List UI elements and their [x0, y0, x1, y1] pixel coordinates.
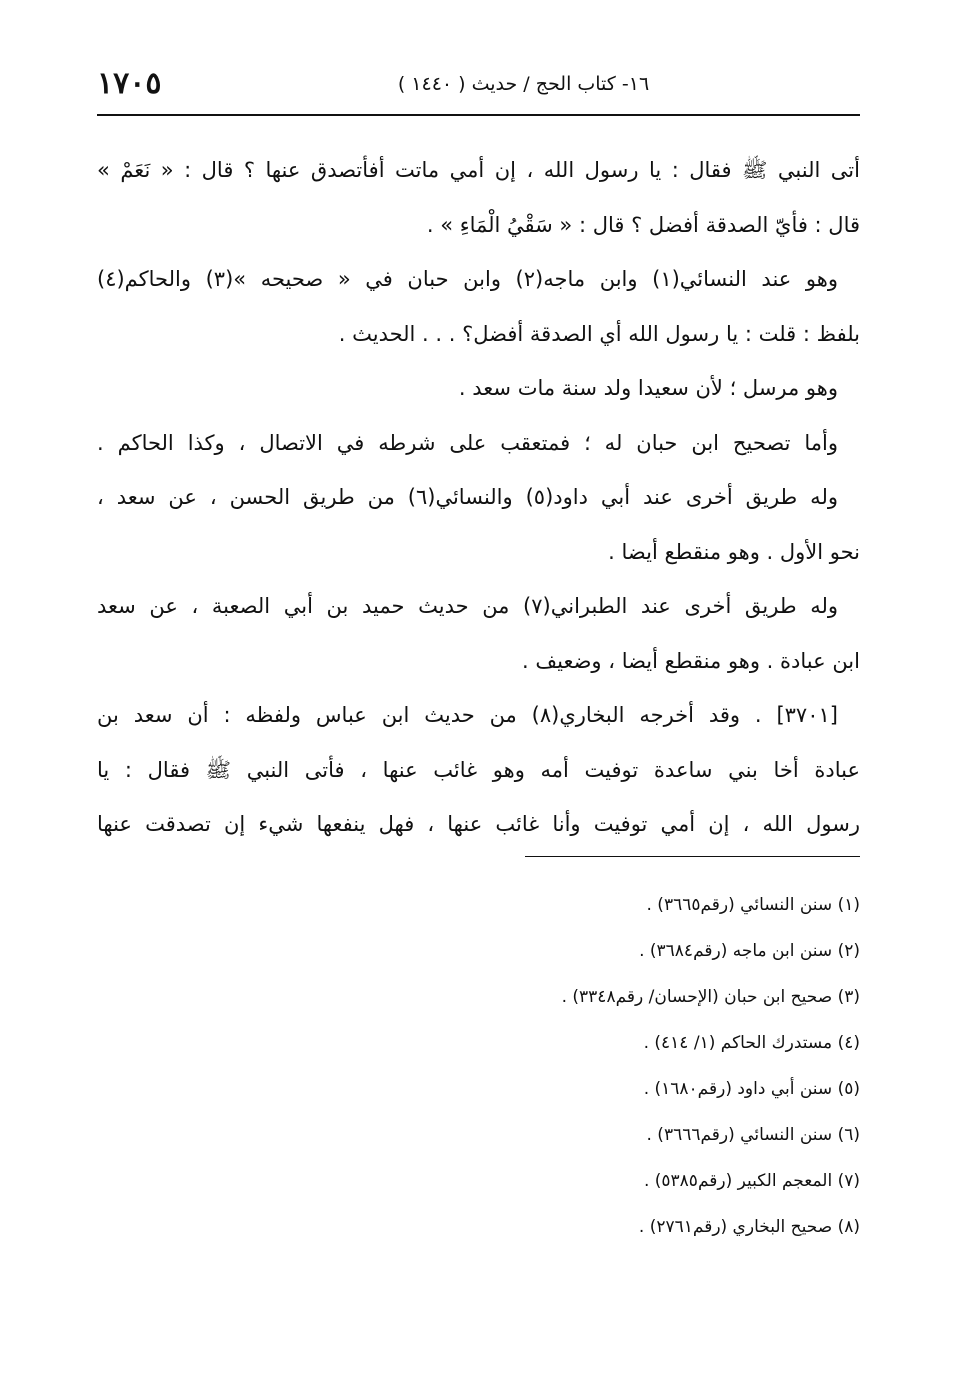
- text-line: وله طريق أخرى عند أبي داود(٥) والنسائي(٦) من طريق الحسن ، عن سعد ،: [97, 485, 838, 509]
- page-number: ١٧٠٥: [97, 66, 162, 101]
- footnote-item: (٢) سنن ابن ماجه (رقم٣٦٨٤) .: [639, 941, 860, 961]
- footnote-item: (٧) المعجم الكبير (رقم٥٣٨٥) .: [643, 1171, 860, 1191]
- footnote-item: (١) سنن النسائي (رقم٣٦٦٥) .: [646, 895, 860, 915]
- text-line: أتى النبي ﷺ فقال : يا رسول الله ، إن أمي ماتت أفأتصدق عنها ؟ قال : « نَعَمْ »: [97, 158, 860, 182]
- text-line: نحو الأول . وهو منقطع أيضا .: [608, 539, 860, 564]
- footnote-item: (٤) مستدرك الحاكم (١/ ٤١٤) .: [643, 1033, 860, 1053]
- page-header: [97, 60, 860, 108]
- text-line: وهو عند النسائي(١) وابن ماجه(٢) وابن حبان في « صحيحه »(٣) والحاكم(٤): [97, 267, 838, 291]
- text-line: وهو مرسل ؛ لأن سعيدا ولد سنة مات سعد .: [458, 376, 838, 400]
- running-title: ١٦- كتاب الحج / حديث ( ١٤٤٠ ): [397, 73, 650, 95]
- footnote-item: (٦) سنن النسائي (رقم٣٦٦٦) .: [646, 1125, 860, 1145]
- text-line: وله طريق أخرى عند الطبراني(٧) من حديث حميد بن أبي الصعبة ، عن سعد: [97, 594, 839, 618]
- main-text: [97, 143, 860, 852]
- text-line: قال : فأيّ الصدقة أفضل ؟ قال : « سَقْيُ الْمَاءِ » .: [426, 212, 860, 237]
- header-rule: [97, 114, 860, 116]
- footnote-separator: [525, 856, 860, 857]
- text-line: عبادة أخا بني ساعدة توفيت أمه وهو غائب عنها ، فأتى النبي ﷺ فقال : يا: [97, 757, 860, 782]
- text-line: [٣٧٠١] . وقد أخرجه البخاري(٨) من حديث ابن عباس ولفظه : أن سعد بن: [97, 703, 838, 727]
- text-line: ابن عبادة . وهو منقطع أيضا ، وضعيف .: [522, 648, 860, 673]
- text-line: رسول الله ، إن أمي توفيت وأنا غائب عنها ، فهل ينفعها شيء إن تصدقت عنها: [97, 812, 860, 836]
- footnote-item: (٣) صحيح ابن حبان (الإحسان/ رقم٣٣٤٨) .: [561, 987, 860, 1007]
- text-line: بلفظ : قلت : يا رسول الله أي الصدقة أفضل؟ . . . الحديث .: [338, 321, 860, 346]
- text-line: وأما تصحيح ابن حبان له ؛ فمتعقب على شرطه في الاتصال ، وكذا الحاكم .: [97, 430, 838, 455]
- footnote-item: (٨) صحيح البخاري (رقم٢٧٦١) .: [638, 1217, 860, 1237]
- footnote-item: (٥) سنن أبي داود (رقم١٦٨٠) .: [643, 1079, 860, 1099]
- footnotes: [97, 882, 860, 1250]
